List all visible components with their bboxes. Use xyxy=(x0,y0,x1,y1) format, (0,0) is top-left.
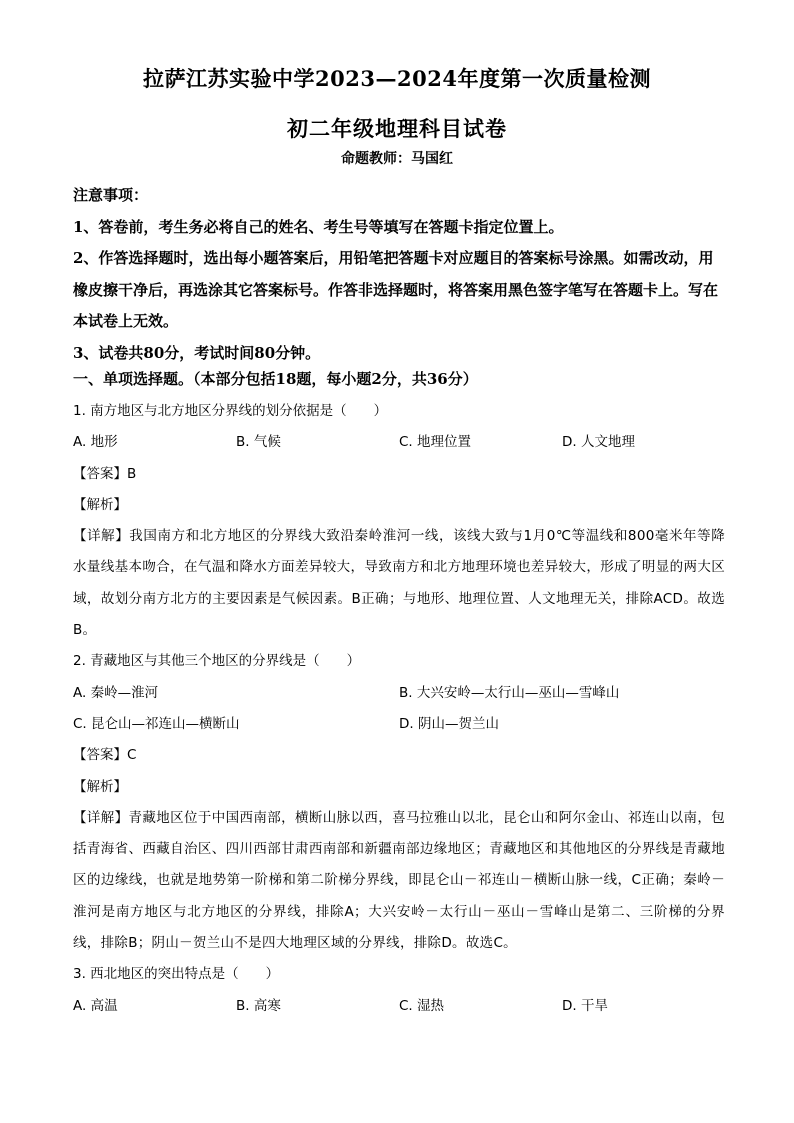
option: B. 气候 xyxy=(236,434,281,451)
analysis-detail: 【详解】青藏地区位于中国西南部，横断山脉以西，喜马拉雅山以北，昆仑山和阿尔金山、祁连山以南，包括青海省、西藏自治区、四川西部甘肃西南部和新疆南部边缘地区；青藏地区和其他地区的分界线是青藏地区的边缘线，也就是地势第一阶梯和第二阶梯分界线，即昆仑山－祁连山－横断山脉一线，C正确；秦岭－淮河是南方地区与北方地区的分界线，排除A；大兴安岭－太行山－巫山－雪峰山是第二、三阶梯的分界线，排除B；阴山－贺兰山不是四大地理区域的分界线，排除D。故选C。 xyxy=(73,809,725,952)
notes-block xyxy=(73,180,725,369)
answer-label: 【答案】C xyxy=(73,747,137,764)
option: B. 高寒 xyxy=(236,997,281,1014)
question-stem: 2. 青藏地区与其他三个地区的分界线是（ ） xyxy=(73,653,361,670)
question-options xyxy=(73,991,725,1022)
option: A. 高温 xyxy=(73,997,118,1014)
notes-heading: 注意事项： xyxy=(73,186,149,204)
teacher-line: 命题教师：马国红 xyxy=(341,151,453,167)
note-item: 2、作答选择题时，选出每小题答案后，用铅笔把答题卡对应题目的答案标号涂黑。如需改动，用橡皮擦干净后，再选涂其它答案标号。作答非选择题时，将答案用黑色签字笔写在答题卡上。写在本试卷上无效。 xyxy=(73,249,719,330)
question-options xyxy=(73,709,725,740)
question-options xyxy=(73,678,725,709)
analysis-label: 【解析】 xyxy=(73,778,127,795)
question-options xyxy=(73,427,725,458)
option: B. 大兴安岭—太行山—巫山—雪峰山 xyxy=(399,684,620,701)
option: D. 人文地理 xyxy=(562,434,635,451)
option: A. 地形 xyxy=(73,434,118,451)
option: C. 湿热 xyxy=(399,997,445,1014)
note-item: 3、试卷共80分，考试时间80分钟。 xyxy=(73,343,321,362)
exam-title: 拉萨江苏实验中学2023—2024年度第一次质量检测 xyxy=(143,66,651,91)
note-item: 1、答卷前，考生务必将自己的姓名、考生号等填写在答题卡指定位置上。 xyxy=(73,217,564,236)
option: D. 阴山—贺兰山 xyxy=(399,715,499,732)
question-stem: 1. 南方地区与北方地区分界线的划分依据是（ ） xyxy=(73,403,388,419)
option: C. 地理位置 xyxy=(399,434,472,451)
option: C. 昆仑山—祁连山—横断山 xyxy=(73,715,240,732)
question-stem: 3. 西北地区的突出特点是（ ） xyxy=(73,966,280,983)
option: A. 秦岭—淮河 xyxy=(73,684,159,701)
option: D. 干旱 xyxy=(562,997,608,1014)
answer-label: 【答案】B xyxy=(73,465,137,482)
exam-subtitle: 初二年级地理科目试卷 xyxy=(287,116,507,141)
section-title: 一、单项选择题。（本部分包括18题，每小题2分，共36分） xyxy=(73,370,478,388)
analysis-label: 【解析】 xyxy=(73,496,127,513)
questions-block xyxy=(73,396,725,1022)
analysis-detail: 【详解】我国南方和北方地区的分界线大致沿秦岭淮河一线，该线大致与1月0℃等温线和800毫米年等降水量线基本吻合，在气温和降水方面差异较大，导致南方和北方地理环境也差异较大，形成了明显的两大区域，故划分南方北方的主要因素是气候因素。B正确；与地形、地理位置、人文地理无关，排除ACD。故选B。 xyxy=(73,528,725,639)
